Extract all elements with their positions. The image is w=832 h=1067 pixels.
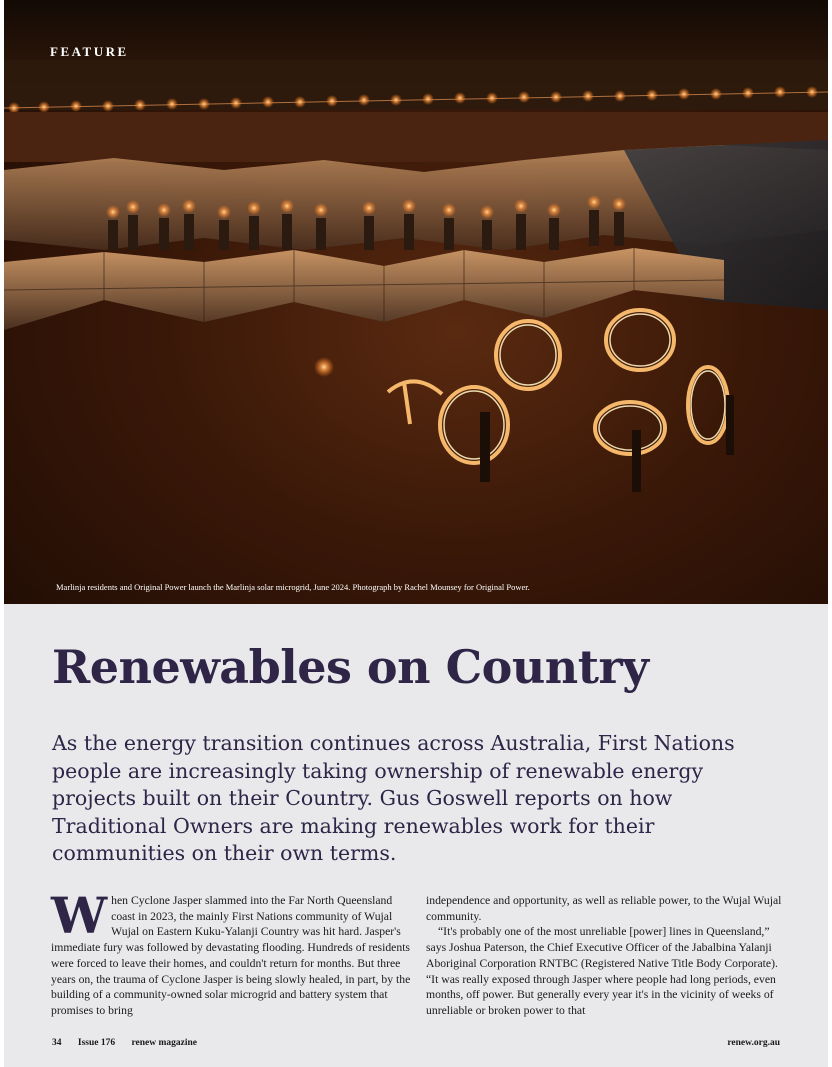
section-label: FEATURE: [50, 44, 129, 59]
article-title: Renewables on Country: [52, 640, 649, 694]
body-column-right: [426, 893, 782, 1019]
website-link[interactable]: renew.org.au: [727, 1038, 780, 1048]
page-number: 34: [52, 1038, 62, 1048]
drop-cap: W: [51, 886, 108, 945]
magazine-page: [4, 0, 828, 1067]
photo-illustration: [4, 0, 828, 604]
issue-number: Issue 176: [77, 1038, 116, 1048]
hero-photo: [4, 0, 828, 604]
page-footer: [52, 1038, 211, 1048]
body-paragraph: hen Cyclone Jasper slammed into the Far North Queensland coast in 2023, the mainly First Nations community of Wujal Wujal on Eastern Kuku-Yalanji Country was hit hard. Jasper's immediate fury was followed by devastating flooding. Hundreds of residents were forced to leave their homes, and couldn't return for months. But three years on, the trauma of Cyclone Jasper is being slowly healed, in part, by the building of a community-owned solar microgrid and battery system that promises to bring: [51, 894, 411, 1017]
photo-caption: Marlinja residents and Original Power launch the Marlinja solar microgrid, June 2024. Photograph by Rachel Mounsey for Original Power.: [56, 582, 530, 592]
body-paragraph: independence and opportunity, as well as reliable power, to the Wujal Wujal community.: [426, 894, 782, 923]
body-paragraph: “It's probably one of the most unreliable [power] lines in Queensland,” says Joshua Paterson, the Chief Executive Officer of the Jabalbina Yalanji Aboriginal Corporation RNTBC (Registered Native Title Body Corporate). “It was really exposed through Jasper where people had long periods, even months, off power. But generally every year it's in the vicinity of weeks of unreliable or broken power to that: [426, 925, 778, 1017]
body-column-left: [51, 886, 411, 1019]
magazine-name: renew magazine: [131, 1038, 197, 1048]
article-standfirst: As the energy transition continues across Australia, First Nations people are increasingly taking ownership of renewable energy projects built on their Country. Gus Goswell reports on how Traditional Owners are making renewables work for their communities on their own terms.: [52, 731, 735, 865]
